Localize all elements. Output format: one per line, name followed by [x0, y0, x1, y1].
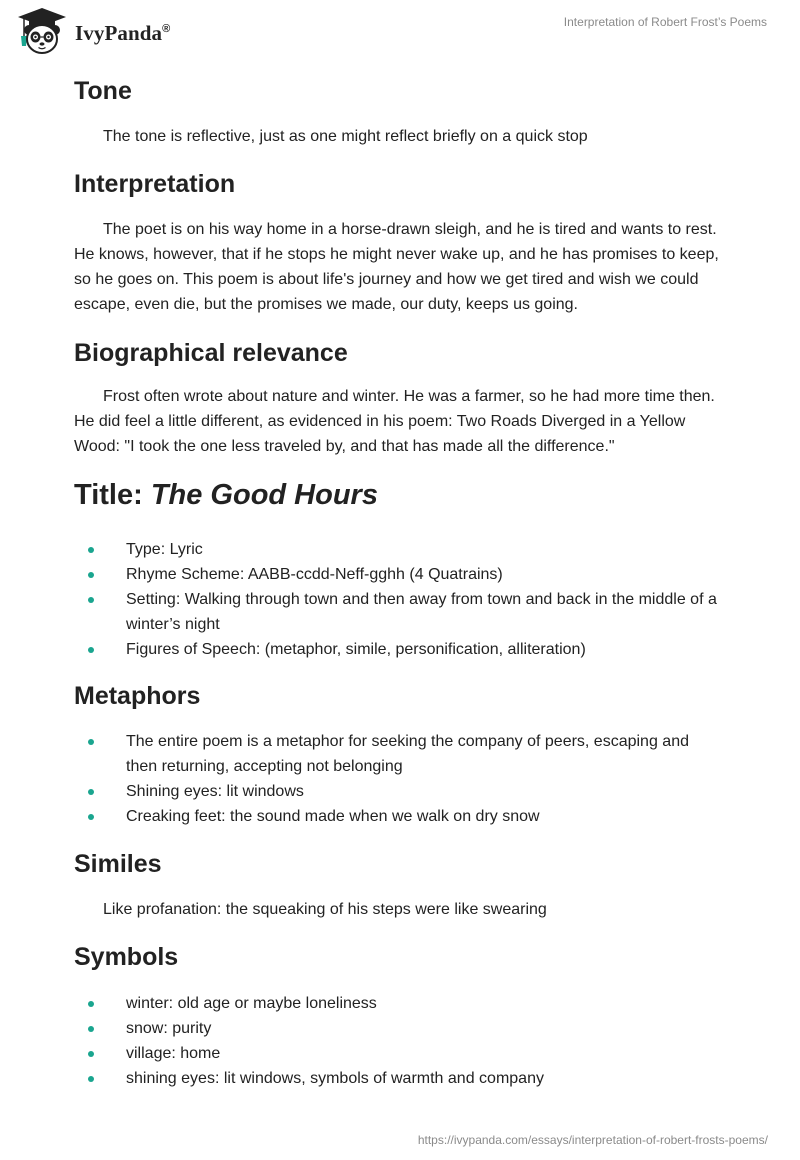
list-item: The entire poem is a metaphor for seeking the company of peers, escaping and then returning, accepting not belonging — [74, 729, 724, 779]
paragraph-similes: Like profanation: the squeaking of his steps were like swearing — [103, 901, 547, 918]
list-item: shining eyes: lit windows, symbols of warmth and company — [74, 1066, 724, 1091]
bullet-icon — [88, 572, 94, 578]
bullet-icon — [88, 1001, 94, 1007]
heading-interpretation: Interpretation — [74, 170, 236, 198]
heading-similes: Similes — [74, 850, 162, 878]
bullet-icon — [88, 1076, 94, 1082]
list-item: snow: purity — [74, 1016, 724, 1041]
brand-logo[interactable] — [14, 6, 170, 56]
paragraph-interpretation: The poet is on his way home in a horse-drawn sleigh, and he is tired and wants to rest. He knows, however, that if he stops he might never wake up, and he has promises to keep, so he goes on. This poem is about life's journey and how we get tired and wish we could escape, even die, but the promises we made, our duty, keeps us going. — [74, 221, 719, 313]
bullet-icon — [88, 789, 94, 795]
bullet-icon — [88, 814, 94, 820]
panda-logo-icon — [14, 6, 70, 56]
heading-symbols: Symbols — [74, 943, 179, 971]
bullet-icon — [88, 1026, 94, 1032]
bullet-icon — [88, 647, 94, 653]
source-url-link[interactable]: https://ivypanda.com/essays/interpretation-of-robert-frosts-poems/ — [417, 1133, 768, 1147]
symbols-list — [74, 991, 724, 1091]
document-title: Interpretation of Robert Frost’s Poems — [563, 15, 767, 29]
bullet-icon — [88, 547, 94, 553]
list-item: Type: Lyric — [74, 537, 724, 562]
bullet-icon — [88, 1051, 94, 1057]
list-item: Setting: Walking through town and then away from town and back in the middle of a winter’s night — [74, 587, 724, 637]
poem-details-list — [74, 537, 724, 662]
list-item: village: home — [74, 1041, 724, 1066]
poem-title-heading — [74, 475, 724, 515]
heading-tone: Tone — [74, 77, 132, 105]
article-body — [74, 70, 724, 1091]
paragraph-biographical-relevance: Frost often wrote about nature and winter. He was a farmer, so he had more time then. He did feel a little different, as evidenced in his poem: Two Roads Diverged in a Yellow Wood: "I took the one less traveled by, and that has made all the difference." — [74, 388, 715, 455]
poem-title-name: The Good Hours — [150, 479, 378, 511]
list-item: Shining eyes: lit windows — [74, 779, 724, 804]
list-item: Rhyme Scheme: AABB-ccdd-Neff-gghh (4 Quatrains) — [74, 562, 724, 587]
heading-metaphors: Metaphors — [74, 682, 201, 710]
list-item: Figures of Speech: (metaphor, simile, personification, alliteration) — [74, 637, 724, 662]
paragraph-tone: The tone is reflective, just as one might reflect briefly on a quick stop — [103, 128, 588, 145]
poem-title-prefix: Title: — [74, 479, 151, 511]
bullet-icon — [88, 597, 94, 603]
metaphors-list — [74, 729, 724, 829]
page-header — [0, 0, 800, 64]
list-item: Creaking feet: the sound made when we walk on dry snow — [74, 804, 724, 829]
brand-name: IvyPanda® — [75, 20, 171, 45]
list-item: winter: old age or maybe loneliness — [74, 991, 724, 1016]
bullet-icon — [88, 739, 94, 745]
heading-biographical-relevance: Biographical relevance — [74, 339, 348, 367]
